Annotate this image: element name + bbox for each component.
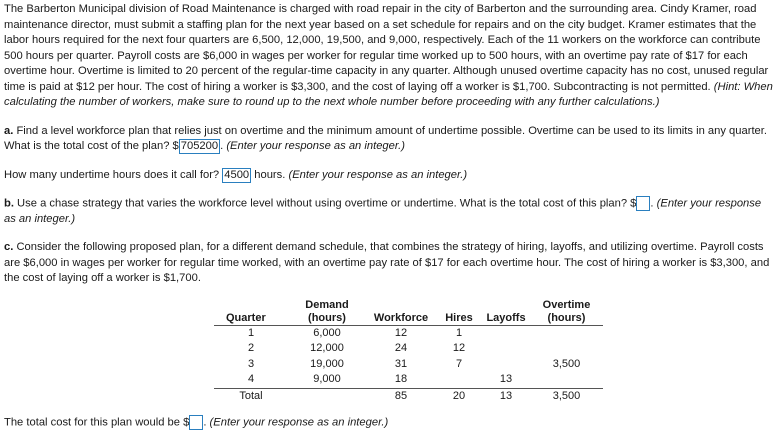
part-a-label: a. — [4, 124, 14, 137]
cell-quarter: 2 — [247, 342, 255, 355]
header-hires: Hires — [445, 311, 473, 324]
table-row — [214, 357, 603, 373]
cell-workforce: 12 — [394, 326, 408, 339]
cell-hires — [436, 372, 482, 388]
problem-hint: (Hint: When calculating the number of workers, make sure to round up to the next whole number before proceeding with any further calculations.) — [4, 80, 773, 108]
cell-quarter: 1 — [247, 326, 255, 339]
cell-workforce: 31 — [394, 357, 408, 370]
cell-quarter: 3 — [247, 357, 255, 370]
final-note: (Enter your response as an integer.) — [209, 416, 389, 429]
cell-demand: 9,000 — [313, 373, 341, 386]
cell-hires: 7 — [455, 357, 463, 370]
part-a-question: a. Find a level workforce plan that relies just on overtime and the minimum amount of undertime possible. Overtime can be used to its limits in any quarter. What is the total cost of the plan? $ 705200 . (Enter your response as an integer.) — [4, 124, 767, 152]
part-b-label: b. — [4, 197, 14, 210]
part-a-answer-input[interactable]: 705200 — [180, 140, 219, 152]
undertime-text: How many undertime hours does it call for? — [4, 168, 223, 181]
part-c-text: Consider the following proposed plan, for a different demand schedule, that combines the strategy of hiring, layoffs, and utilizing overtime. Payroll costs are $6,000 in wages per worker for regular time worked, with an overtime pay rate of $17 for each overtime hour. The cost of hiring a worker is $3,300, and the cost of laying off a worker is $1,700. — [4, 241, 770, 285]
undertime-question — [4, 168, 776, 184]
cell-total-layoffs: 13 — [499, 389, 513, 402]
cell-layoffs — [482, 357, 530, 373]
cell-demand: 6,000 — [313, 326, 341, 339]
table-row — [214, 341, 603, 357]
problem-body: The Barberton Municipal division of Road Maintenance is charged with road repair in the city of Barberton and the surrounding area. Cindy Kramer, road maintenance director, must submit a staffing plan for the next year based on a set schedule for repairs and on the city budget. Kramer estimates that the labor hours required for the next four quarters are 6,500, 12,000, 19,500, and 9,000, respectively. Each of the 11 workers on the workforce can contribute 500 hours per quarter. Payroll costs are $6,000 in wages per worker for regular time worked up to 500 hours, with an overtime pay rate of $17 for each overtime hour. Overtime is limited to 20 percent of the regular-time capacity in any quarter. Although unused overtime capacity has no cost, unused regular time is paid at $12 per hour. The cost of hiring a worker is $3,300, and the cost of laying off a worker is $1,700. Subcontracting is not permitted. — [4, 3, 769, 93]
part-b-text: Use a chase strategy that varies the workforce level without using overtime or undertime. What is the total cost of this plan? $ — [13, 197, 637, 210]
part-b-answer-input[interactable] — [636, 196, 650, 211]
problem-statement — [4, 2, 776, 111]
header-layoffs: Layoffs — [486, 311, 526, 324]
cell-hires: 1 — [455, 326, 463, 339]
cell-workforce: 18 — [394, 373, 408, 386]
final-question: The total cost for this plan would be $ . (Enter your response as an integer.) — [4, 416, 389, 429]
part-b-question: b. Use a chase strategy that varies the workforce level without using overtime or undertime. What is the total cost of this plan? $ . (Enter your response as an integer.) — [4, 197, 762, 225]
table-row — [214, 325, 603, 341]
cell-overtime — [530, 372, 603, 388]
cell-layoffs: 13 — [499, 373, 513, 386]
cell-total-workforce: 85 — [394, 389, 408, 402]
header-workforce: Workforce — [373, 311, 429, 324]
cell-total-overtime: 3,500 — [552, 389, 581, 402]
header-demand: Demand (hours) — [305, 298, 349, 324]
cell-overtime: 3,500 — [552, 357, 581, 370]
cell-demand: 12,000 — [310, 342, 344, 355]
plan-table — [214, 299, 603, 405]
part-c-label: c. — [4, 241, 14, 254]
cell-total-hires: 20 — [452, 389, 466, 402]
part-a-note: (Enter your response as an integer.) — [226, 140, 406, 152]
part-a-text: Find a level workforce plan that relies just on overtime and the minimum amount of undertime possible. Overtime can be used to its limits in any quarter. What is the total cost of the plan? $ — [4, 124, 767, 152]
table-header-row — [214, 299, 603, 326]
cell-overtime — [530, 341, 603, 357]
cell-demand: 19,000 — [310, 357, 344, 370]
table-row — [214, 372, 603, 388]
cell-layoffs — [482, 325, 530, 341]
cell-layoffs — [482, 341, 530, 357]
part-b-note: (Enter your response as an integer.) — [4, 197, 762, 225]
cell-hires: 12 — [452, 342, 466, 355]
undertime-answer-input[interactable]: 4500 — [224, 168, 250, 181]
cell-total-demand — [288, 388, 366, 404]
cell-total-label: Total — [239, 389, 263, 402]
header-overtime: Overtime (hours) — [542, 298, 591, 324]
final-text: The total cost for this plan would be $ — [4, 416, 190, 429]
header-quarter: Quarter — [226, 311, 266, 324]
part-c-question — [4, 240, 776, 287]
table-total-row — [214, 388, 603, 404]
cell-quarter: 4 — [247, 373, 255, 386]
undertime-unit: hours. — [251, 168, 289, 181]
undertime-note: (Enter your response as an integer.) — [288, 168, 468, 181]
cell-overtime — [530, 325, 603, 341]
cell-workforce: 24 — [394, 342, 408, 355]
